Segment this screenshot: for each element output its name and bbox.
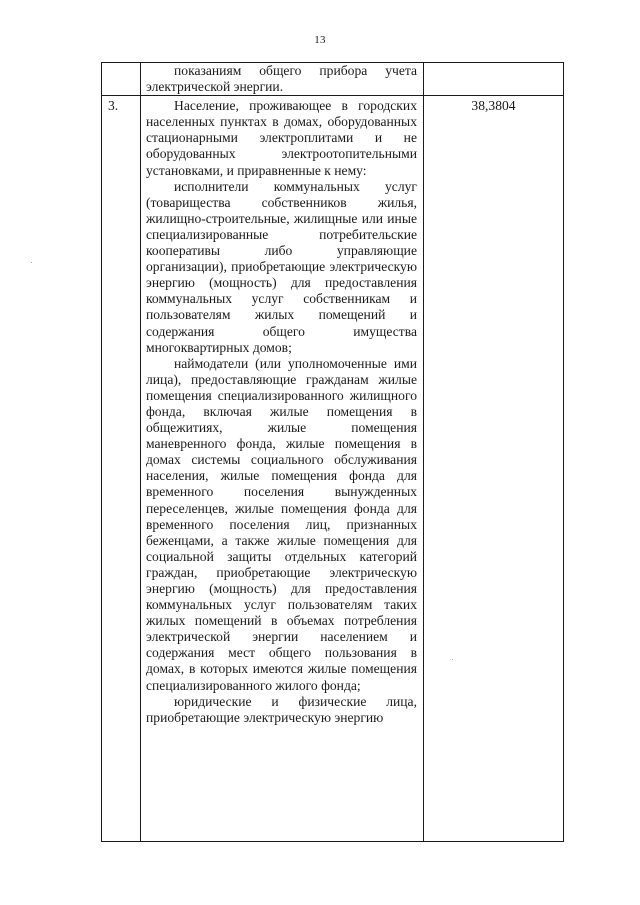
table-row [102, 96, 564, 842]
description-paragraph: юридические и физические лица, приобретающие электрическую энергию [146, 693, 417, 725]
page-number: 13 [314, 34, 326, 46]
description-paragraph: Население, проживающее в городских населенных пунктах в домах, оборудованных стационарными электроплитами и не оборудованных электроотопительными установками, и приравненные к нему: [146, 98, 417, 178]
table-row [102, 63, 564, 96]
row-number: 3. [108, 98, 119, 114]
description-paragraph: показаниям общего прибора учета электрической энергии. [146, 63, 417, 95]
tariff-table [101, 62, 564, 842]
description-cell [141, 96, 424, 842]
description-cell [141, 63, 424, 96]
description-paragraph: наймодатели (или уполномоченные ими лица), предоставляющие гражданам жилые помещения специализированного жилищного фонда, включая жилые помещения в общежитиях, жилые помещения маневренного фонда, жилые помещения в домах системы социального обслуживания населения, жилые помещения фонда для временного поселения вынужденных переселенцев, жилые помещения фонда для временного поселения лиц, признанных беженцами, а также жилые помещения для социальной защиты отдельных категорий граждан, приобретающие электрическую энергию (мощность) для предоставления коммунальных услуг пользователям таких жилых помещений в объемах потребления электрической энергии населением и содержания мест общего пользования в домах, в которых имеются жилые помещения специализированного жилого фонда; [146, 355, 417, 693]
value-cell [424, 63, 564, 96]
row-number-cell [102, 63, 141, 96]
row-number-cell [102, 96, 141, 842]
scan-speck [31, 262, 32, 263]
value-cell [424, 96, 564, 842]
tariff-value: 38,3804 [471, 98, 516, 114]
row-number [102, 63, 140, 65]
tariff-value [424, 63, 563, 65]
scan-speck [452, 659, 453, 660]
description-paragraph: исполнители коммунальных услуг (товарищества собственников жилья, жилищно-строительные, жилищные или иные специализированные потребительские кооперативы либо управляющие организации), приобретающие электрическую энергию (мощность) для предоставления коммунальных услуг собственникам и пользователям жилых помещений и содержания общего имущества многоквартирных домов; [146, 178, 417, 355]
